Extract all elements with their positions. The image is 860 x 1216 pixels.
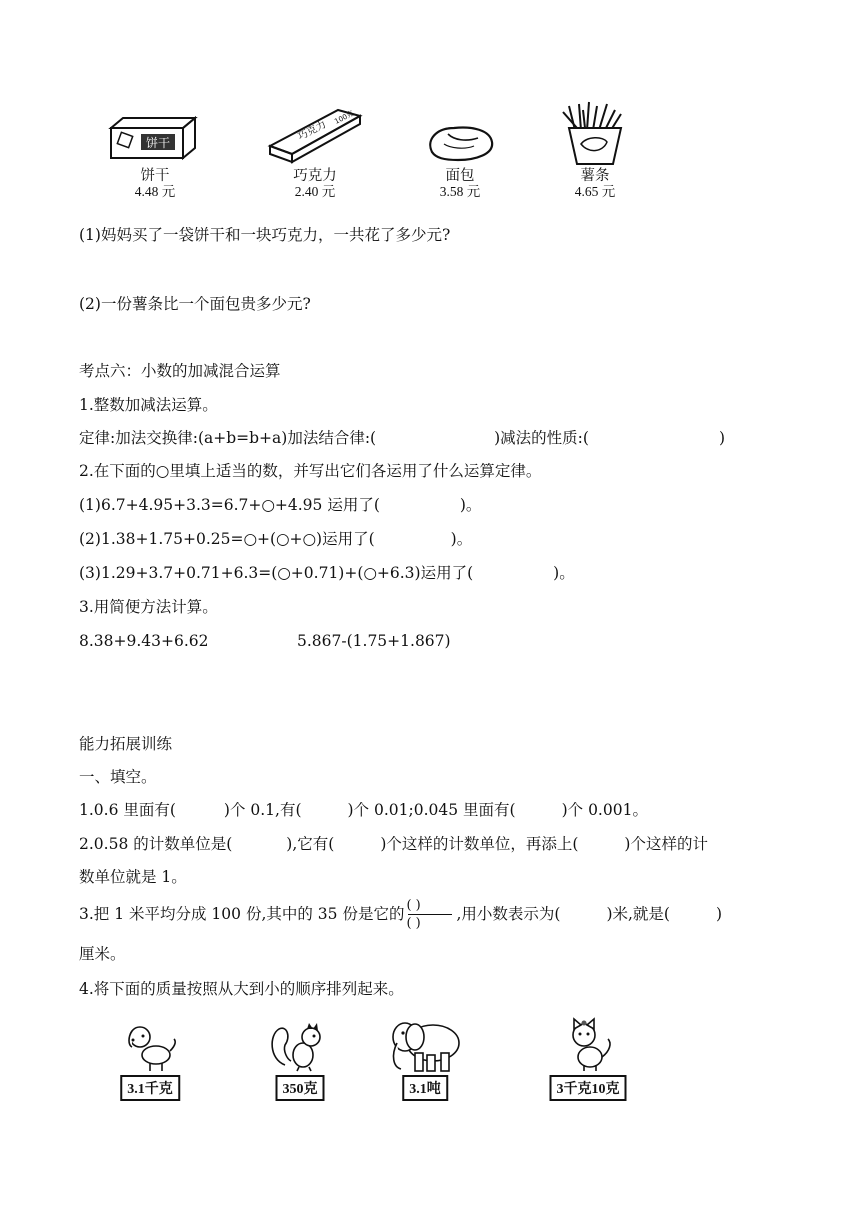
text-line: 数单位就是 1。 <box>79 868 187 886</box>
product-biscuit <box>100 100 210 210</box>
product-chocolate <box>260 100 370 210</box>
product-price: 2.40 元 <box>294 184 336 199</box>
weight-label: 3.1吨 <box>402 1075 448 1101</box>
squirrel-icon <box>265 1015 335 1073</box>
text-segment: (3)1.29+3.7+0.71+6.3=(○+0.71)+(○+6.3)运用了( <box>79 564 474 582</box>
text-segment: ,用小数表示为( <box>456 905 561 923</box>
text-segment: )个这样的计 <box>624 835 708 853</box>
biscuit-box-icon <box>105 100 205 164</box>
animal-puppy <box>95 1015 205 1107</box>
subsection-title: 一、填空。 <box>79 768 157 786</box>
svg-text:100克: 100克 <box>333 109 356 126</box>
fill-question <box>79 834 708 854</box>
fraction-denominator: ( ) <box>406 916 421 931</box>
product-fries <box>540 100 650 210</box>
product-name: 薯条 <box>580 168 610 184</box>
text-segment: ) <box>715 905 723 923</box>
text-line: 厘米。 <box>79 945 126 963</box>
text-segment: 2.0.58 的计数单位是( <box>79 835 233 853</box>
svg-text:巧克力: 巧克力 <box>296 119 329 143</box>
text-segment: ),它有( <box>286 835 335 853</box>
elephant-icon <box>383 1015 467 1075</box>
text-segment: )米,就是( <box>606 905 670 923</box>
product-row <box>100 100 640 210</box>
section-title: 考点六：小数的加减混合运算 <box>79 362 281 380</box>
product-price: 3.58 元 <box>439 184 481 199</box>
fill-question <box>79 800 648 820</box>
animal-elephant <box>370 1015 480 1107</box>
bread-icon <box>420 100 500 164</box>
fill-question <box>79 529 472 549</box>
product-name: 巧克力 <box>293 168 337 184</box>
fraction-numerator: ( ) <box>406 898 421 913</box>
fill-question <box>79 897 722 932</box>
chocolate-bar-icon <box>260 100 370 164</box>
text-segment: )。 <box>459 496 482 514</box>
animal-kitten <box>533 1015 643 1107</box>
text-segment: 定律:加法交换律:(a+b=b+a)加法结合律:( <box>79 429 377 447</box>
text-line: 2.在下面的○里填上适当的数，并写出它们各运用了什么运算定律。 <box>79 462 542 480</box>
fill-question <box>79 563 575 583</box>
text-segment: 3.把 1 米平均分成 100 份,其中的 35 份是它的 <box>79 905 405 923</box>
product-name: 面包 <box>445 168 475 184</box>
product-price: 4.48 元 <box>134 184 176 199</box>
section-title: 能力拓展训练 <box>79 735 173 753</box>
kitten-icon <box>558 1015 618 1073</box>
text-segment: )个 0.1,有( <box>223 801 302 819</box>
question-1: (1)妈妈买了一袋饼干和一块巧克力，一共花了多少元? <box>79 226 451 244</box>
product-price: 4.65 元 <box>574 184 616 199</box>
weight-label: 3.1千克 <box>120 1075 180 1101</box>
text-segment: )个 0.01;0.045 里面有( <box>347 801 516 819</box>
animal-squirrel <box>245 1015 355 1107</box>
weight-label: 3千克10克 <box>550 1075 627 1101</box>
text-segment: ) <box>718 429 725 447</box>
text-segment: )。 <box>450 530 473 548</box>
text-line: 4.将下面的质量按照从大到小的顺序排列起来。 <box>79 980 404 998</box>
text-line: 3.用简便方法计算。 <box>79 598 218 616</box>
product-bread <box>405 100 515 210</box>
weight-label: 350克 <box>276 1075 325 1101</box>
text-segment: )个 0.001。 <box>561 801 648 819</box>
text-line: 1.整数加减法运算。 <box>79 396 218 414</box>
fill-question <box>79 495 481 515</box>
question-2: (2)一份薯条比一个面包贵多少元? <box>79 295 311 313</box>
text-segment: )减法的性质:( <box>494 429 589 447</box>
text-segment: (1)6.7+4.95+3.3=6.7+○+4.95 运用了( <box>79 496 380 514</box>
calc-expression-1: 8.38+9.43+6.62 <box>79 632 209 650</box>
puppy-icon <box>120 1015 180 1073</box>
text-segment: (2)1.38+1.75+0.25=○+(○+○)运用了( <box>79 530 375 548</box>
fraction-blank <box>406 898 454 932</box>
calc-expression-2: 5.867-(1.75+1.867) <box>297 632 451 650</box>
text-segment: )个这样的计数单位，再添上( <box>380 835 579 853</box>
law-line <box>79 428 725 448</box>
animal-weights-row <box>95 1015 655 1107</box>
product-name: 饼干 <box>140 168 170 184</box>
text-segment: )。 <box>553 564 575 582</box>
svg-text:饼干: 饼干 <box>145 136 171 150</box>
text-segment: 1.0.6 里面有( <box>79 801 176 819</box>
french-fries-icon <box>555 100 635 166</box>
